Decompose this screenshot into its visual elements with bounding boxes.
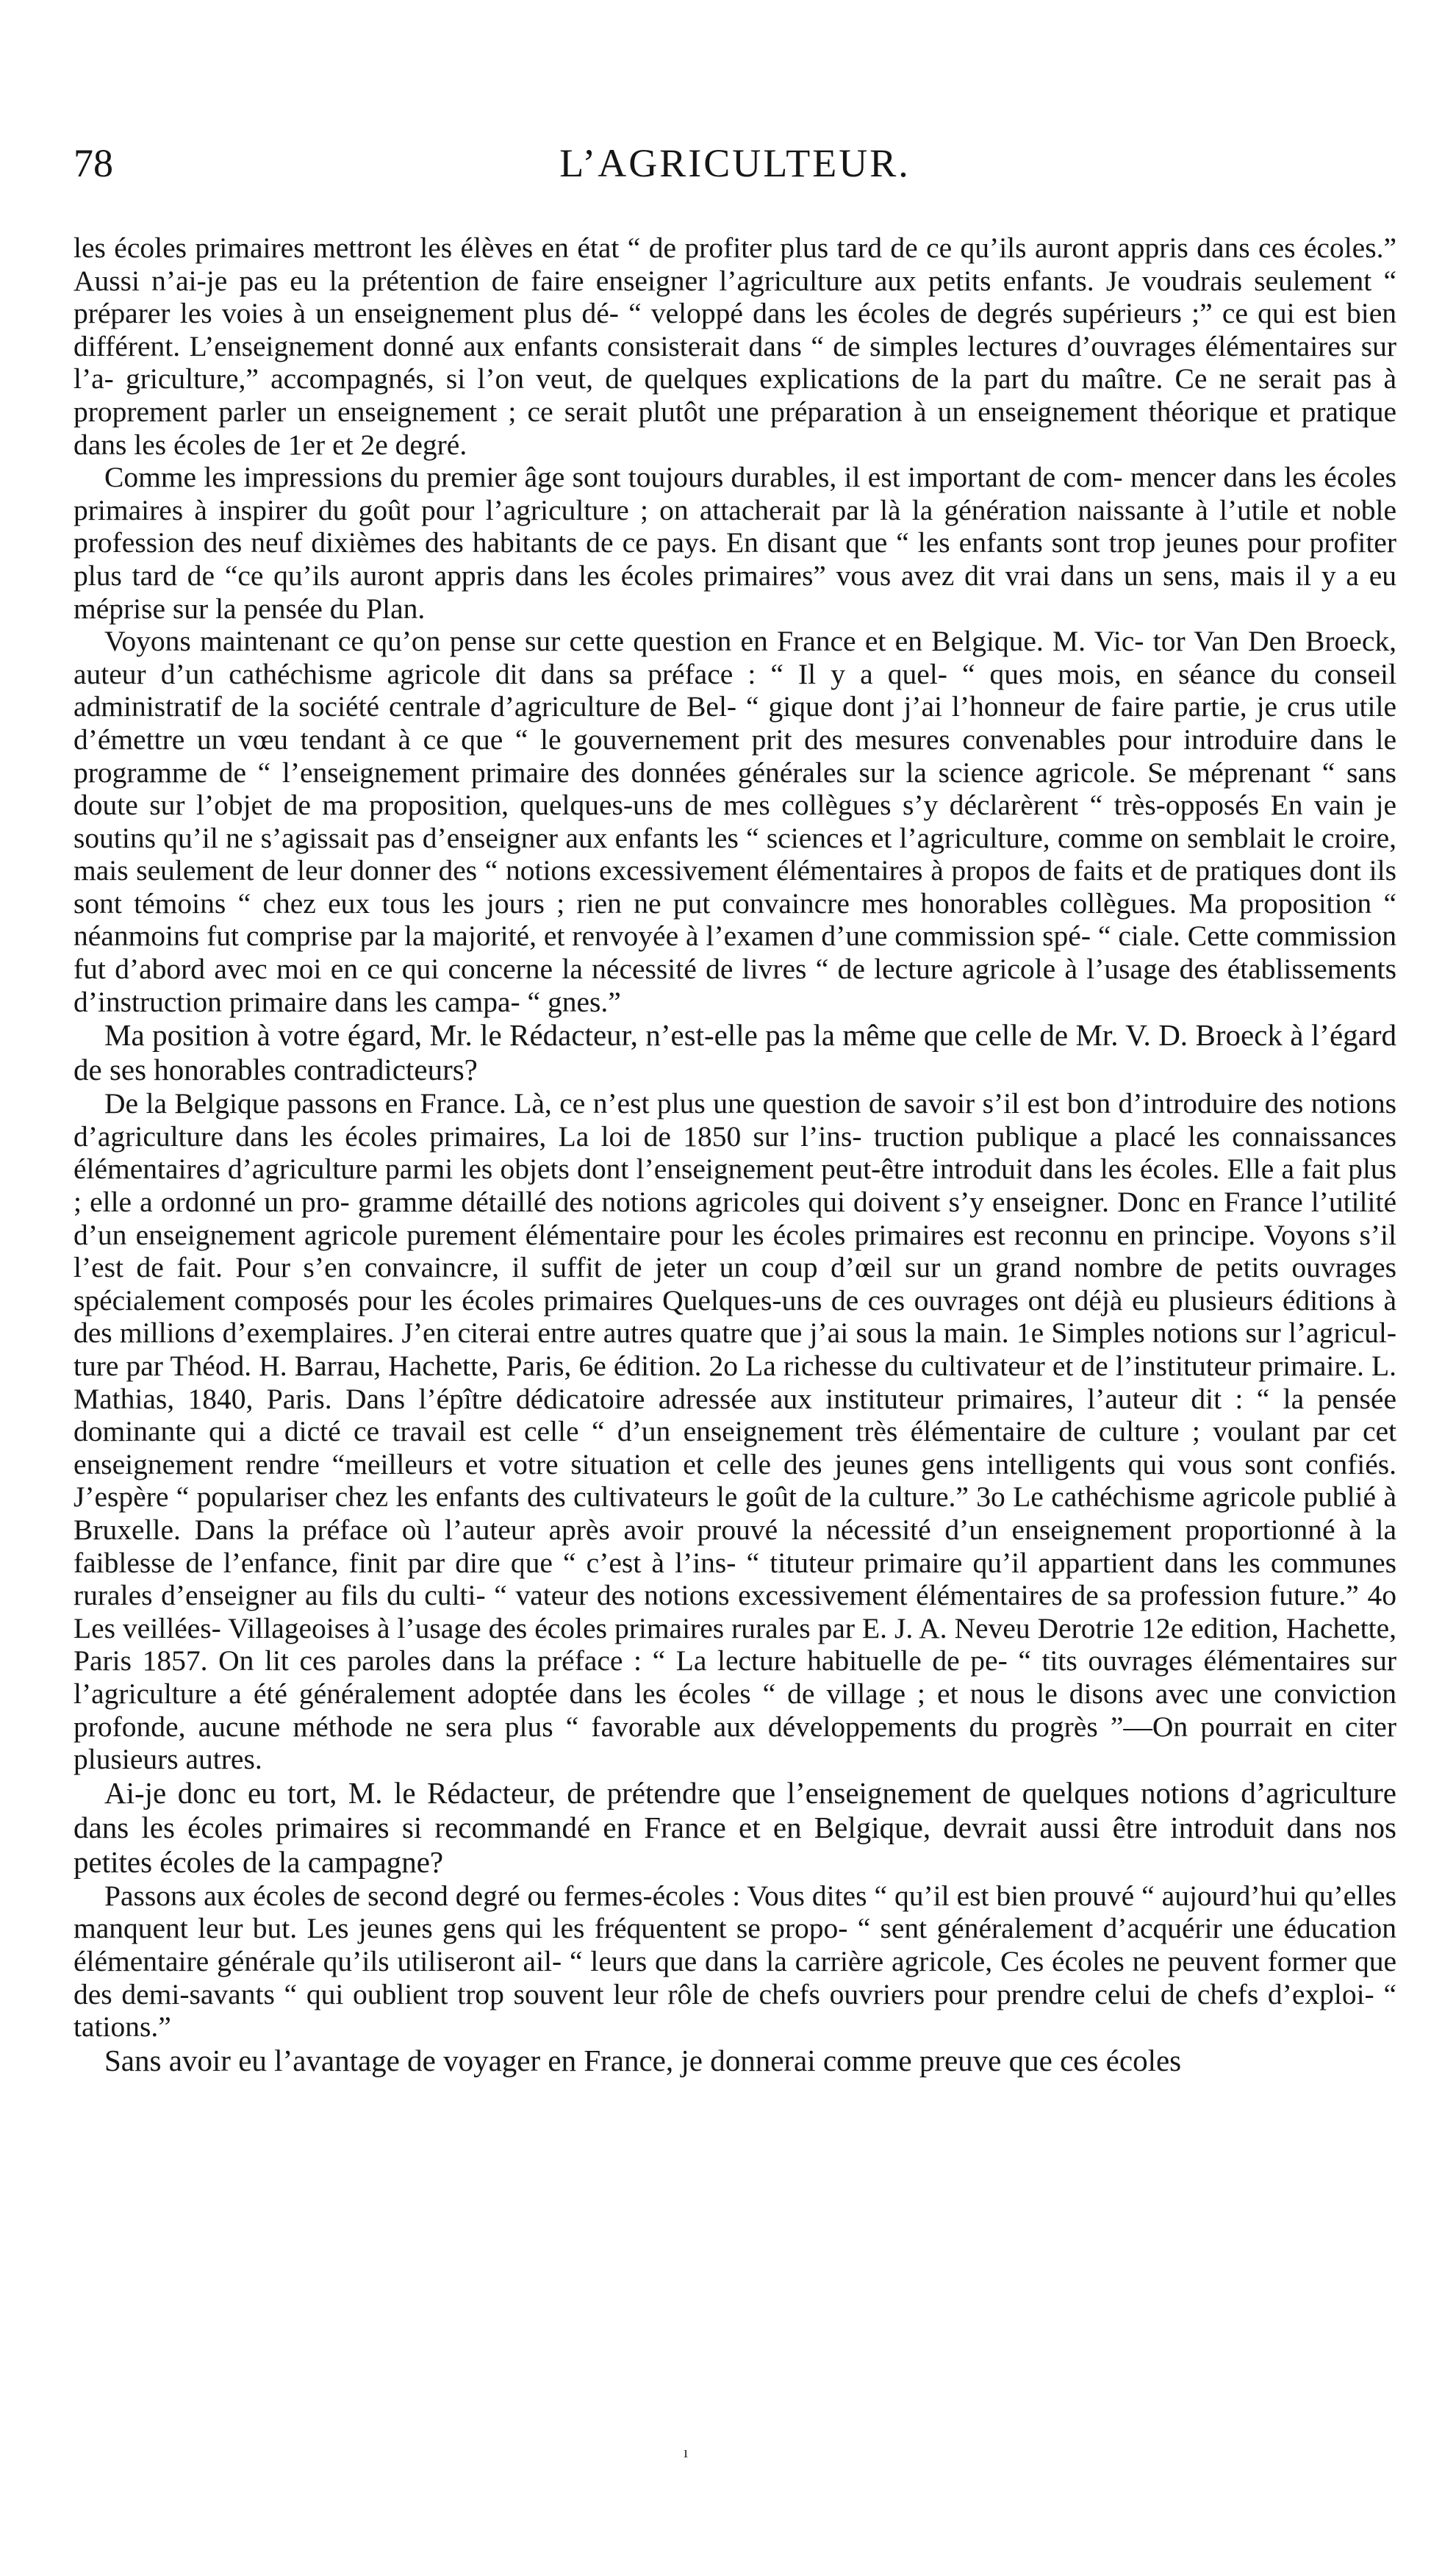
running-title: L’AGRICULTEUR. bbox=[559, 141, 911, 185]
paragraph-3: Voyons maintenant ce qu’on pense sur cette question en France et en Belgique. M. Vic- tor Van Den Broeck, auteur d’un cathéchisme agricole dit dans sa préface : “ Il y a quel- “ ques mois, en séance du conseil administratif de la société centrale d’agriculture de Bel- “ gique dont j’ai l’honneur de faire partie, je crus utile d’émettre un vœu tendant à ce que “ le gouvernement prit des mesures convenables pour introduire dans le programme de “ l’enseignement primaire des données générales sur la science agricole. Se méprenant “ sans doute sur l’objet de ma proposition, quelques-uns de mes collègues s’y déclarèrent “ très-opposés En vain je soutins qu’il ne s’agissait pas d’enseigner aux enfants les “ sciences et l’agriculture, comme on semblait le croire, mais seulement de leur donner des “ notions excessivement élémentaires à propos de faits et de pratiques dont ils sont témoins “ chez eux tous les jours ; rien ne put convaincre mes honorables collègues. Ma proposition “ néanmoins fut comprise par la majorité, et renvoyée à l’examen d’une commission spé- “ ciale. Cette commission fut d’abord avec moi en ce qui concerne la nécessité de livres “ de lecture agricole à l’usage des établissements d’instruction primaire dans les campa- “ gnes.” bbox=[73, 625, 1396, 1018]
paragraph-6: Ai-je donc eu tort, M. le Rédacteur, de prétendre que l’enseignement de quelques notions d’agriculture dans les écoles primaires si recommandé en France et en Belgique, devrait aussi être introduit dans nos petites écoles de la campagne? bbox=[73, 1775, 1396, 1879]
page-header bbox=[73, 143, 1396, 232]
footer-mark: ı bbox=[684, 2443, 689, 2461]
document-page bbox=[73, 143, 1396, 2078]
paragraph-7: Passons aux écoles de second degré ou fermes-écoles : Vous dites “ qu’il est bien prouvé “ aujourd’hui qu’elles manquent leur but. Les jeunes gens qui les fréquentent se propo- “ sent généralement d’acquérir une éducation élémentaire générale qu’ils utiliseront ail- “ leurs que dans la carrière agricole, Ces écoles ne peuvent former que des demi-savants “ qui oublient trop souvent leur rôle de chefs ouvriers pour prendre celui de chefs d’exploi- “ tations.” bbox=[73, 1879, 1396, 2044]
paragraph-1: les écoles primaires mettront les élèves en état “ de profiter plus tard de ce qu’ils auront appris dans ces écoles.” Aussi n’ai-je pas eu la prétention de faire enseigner l’agriculture aux petits enfants. Je voudrais seulement “ préparer les voies à un enseignement plus dé- “ veloppé dans les écoles de degrés supérieurs ;” ce qui est bien différent. L’enseignement donné aux enfants consisterait dans “ de simples lectures d’ouvrages élémentaires sur l’a- griculture,” accompagnés, si l’on veut, de quelques explications de la part du maître. Ce ne serait pas à proprement parler un enseignement ; ce serait plutôt une préparation à un enseignement théorique et pratique dans les écoles de 1er et 2e degré. bbox=[73, 232, 1396, 461]
page-number: 78 bbox=[73, 141, 113, 185]
paragraph-4: Ma position à votre égard, Mr. le Rédacteur, n’est-elle pas la même que celle de Mr. V. D. Broeck à l’égard de ses honorables contradicteurs? bbox=[73, 1018, 1396, 1087]
paragraph-8: Sans avoir eu l’avantage de voyager en France, je donnerai comme preuve que ces écoles bbox=[104, 2043, 1182, 2077]
article-body bbox=[73, 232, 1396, 2078]
paragraph-2: Comme les impressions du premier âge sont toujours durables, il est important de com- mencer dans les écoles primaires à inspirer du goût pour l’agriculture ; on attacherait par là la génération naissante à l’utile et noble profession des neuf dixièmes des habitants de ce pays. En disant que “ les enfants sont trop jeunes pour profiter plus tard de “ce qu’ils auront appris dans les écoles primaires” vous avez dit vrai dans un sens, mais il y a eu méprise sur la pensée du Plan. bbox=[73, 461, 1396, 625]
paragraph-5: De la Belgique passons en France. Là, ce n’est plus une question de savoir s’il est bon d’introduire des notions d’agriculture dans les écoles primaires, La loi de 1850 sur l’ins- truction publique a placé les connaissances élémentaires d’agriculture parmi les objets dont l’enseignement peut-être introduit dans les écoles. Elle a fait plus ; elle a ordonné un pro- gramme détaillé des notions agricoles qui doivent s’y enseigner. Donc en France l’utilité d’un enseignement agricole purement élémentaire pour les écoles primaires est reconnu en principe. Voyons s’il l’est de fait. Pour s’en convaincre, il suffit de jeter un coup d’œil sur un grand nombre de petits ouvrages spécialement composés pour les écoles primaires Quelques-uns de ces ouvrages ont déjà eu plusieurs éditions à des millions d’exemplaires. J’en citerai entre autres quatre que j’ai sous la main. 1e Simples notions sur l’agricul- ture par Théod. H. Barrau, Hachette, Paris, 6e édition. 2o La richesse du cultivateur et de l’instituteur primaire. L. Mathias, 1840, Paris. Dans l’épître dédicatoire adressée aux instituteur primaires, l’auteur dit : “ la pensée dominante qui a dicté ce travail est celle “ d’un enseignement très élémentaire de culture ; voulant par cet enseignement rendre “meilleurs et votre situation et celle des jeunes gens intelligents qui vous sont confiés. J’espère “ populariser chez les enfants des cultivateurs le goût de la culture.” 3o Le cathéchisme agricole publié à Bruxelle. Dans la préface où l’auteur après avoir prouvé la nécessité d’un enseignement proportionné à la faiblesse de l’enfance, finit par dire que “ c’est à l’ins- “ tituteur primaire qu’il appartient dans les communes rurales d’enseigner au fils du culti- “ vateur des notions excessivement élémentaires de sa profession future.” 4o Les veillées- Villageoises à l’usage des écoles primaires rurales par E. J. A. Neveu Derotrie 12e edition, Hachette, Paris 1857. On lit ces paroles dans la préface : “ La lecture habituelle de pe- “ tits ouvrages élémentaires sur l’agriculture a été généralement adoptée dans les écoles “ de village ; et nous le disons avec une conviction profonde, aucune méthode ne sera plus “ favorable aux développements du progrès ”—On pourrait en citer plusieurs autres. bbox=[73, 1087, 1396, 1776]
